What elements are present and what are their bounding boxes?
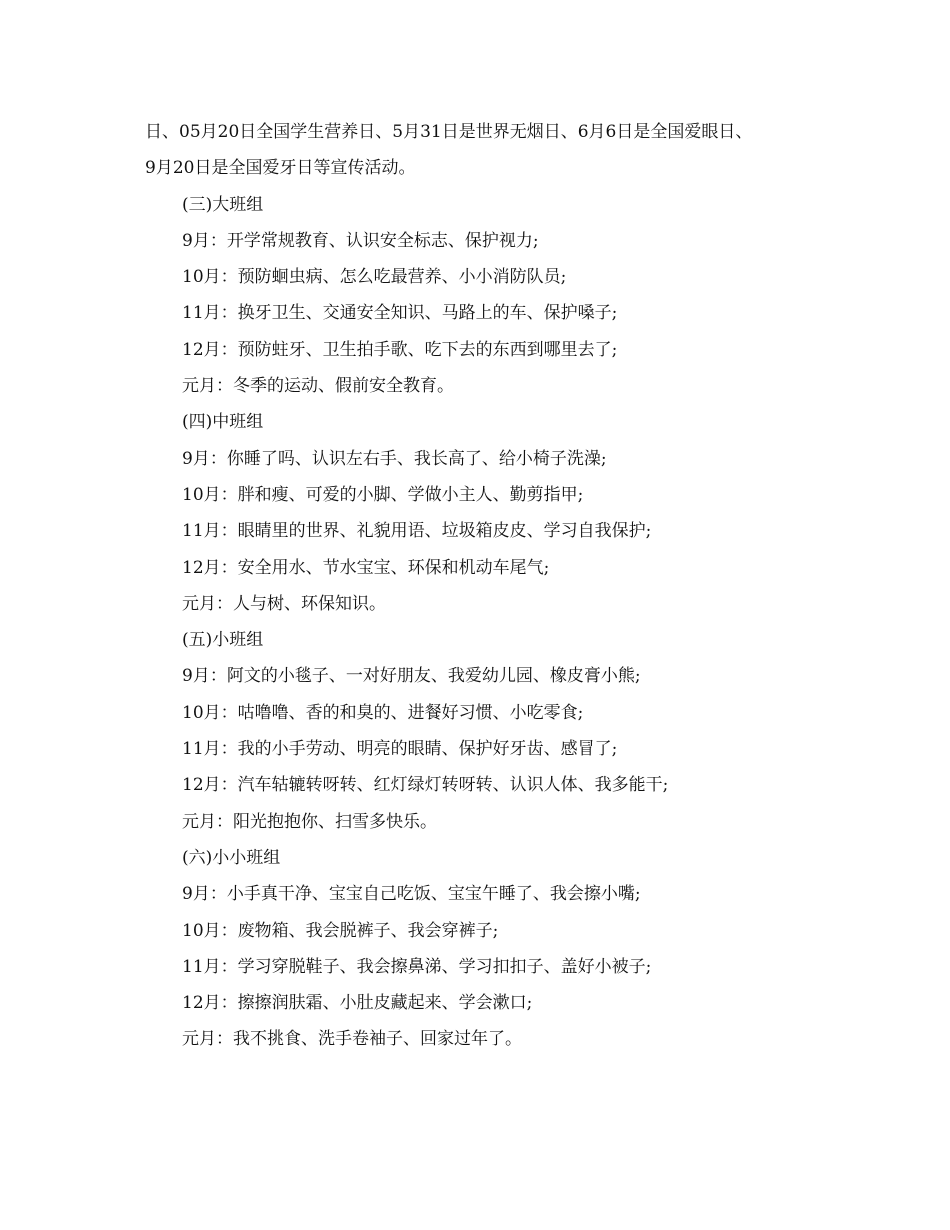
list-item: 9月：小手真干净、宝宝自己吃饭、宝宝午睡了、我会擦小嘴; bbox=[182, 884, 641, 905]
list-item: 元月：我不挑食、洗手卷袖子、回家过年了。 bbox=[182, 1029, 522, 1050]
section-heading-xiaoxiaobanzu: (六)小小班组 bbox=[182, 847, 281, 868]
section-heading-xiaobanzu: (五)小班组 bbox=[182, 630, 264, 651]
list-item: 元月：阳光抱抱你、扫雪多快乐。 bbox=[182, 811, 437, 832]
list-item: 12月：安全用水、节水宝宝、环保和机动车尾气; bbox=[182, 557, 550, 578]
list-item: 9月：开学常规教育、认识安全标志、保护视力; bbox=[182, 230, 539, 251]
list-item: 11月：眼睛里的世界、礼貌用语、垃圾箱皮皮、学习自我保护; bbox=[182, 521, 652, 542]
list-item: 11月：我的小手劳动、明亮的眼睛、保护好牙齿、感冒了; bbox=[182, 739, 618, 760]
list-item: 10月：咕噜噜、香的和臭的、进餐好习惯、小吃零食; bbox=[182, 702, 584, 723]
intro-line-1: 日、05月20日全国学生营养日、5月31日是世界无烟日、6月6日是全国爱眼日、 bbox=[145, 122, 753, 142]
list-item: 12月：擦擦润肤霜、小肚皮藏起来、学会漱口; bbox=[182, 993, 533, 1014]
list-item: 11月：换牙卫生、交通安全知识、马路上的车、保护嗓子; bbox=[182, 303, 618, 324]
section-heading-zhongbanzu: (四)中班组 bbox=[182, 412, 264, 433]
list-item: 元月：冬季的运动、假前安全教育。 bbox=[182, 376, 454, 397]
document-body bbox=[145, 114, 825, 1058]
list-item: 10月：胖和瘦、可爱的小脚、学做小主人、勤剪指甲; bbox=[182, 484, 584, 505]
list-item: 10月：预防蛔虫病、怎么吃最营养、小小消防队员; bbox=[182, 267, 567, 288]
list-item: 12月：预防蛀牙、卫生拍手歌、吃下去的东西到哪里去了; bbox=[182, 339, 618, 360]
list-item: 9月：你睡了吗、认识左右手、我长高了、给小椅子洗澡; bbox=[182, 448, 607, 469]
list-item: 11月：学习穿脱鞋子、我会擦鼻涕、学习扣扣子、盖好小被子; bbox=[182, 956, 652, 977]
section-heading-dabanzu: (三)大班组 bbox=[182, 194, 264, 215]
list-item: 10月：废物箱、我会脱裤子、我会穿裤子; bbox=[182, 920, 499, 941]
intro-line-2: 9月20日是全国爱牙日等宣传活动。 bbox=[145, 158, 416, 179]
list-item: 12月：汽车轱辘转呀转、红灯绿灯转呀转、认识人体、我多能干; bbox=[182, 775, 669, 796]
list-item: 9月：阿文的小毯子、一对好朋友、我爱幼儿园、橡皮膏小熊; bbox=[182, 666, 641, 687]
list-item: 元月：人与树、环保知识。 bbox=[182, 593, 386, 614]
